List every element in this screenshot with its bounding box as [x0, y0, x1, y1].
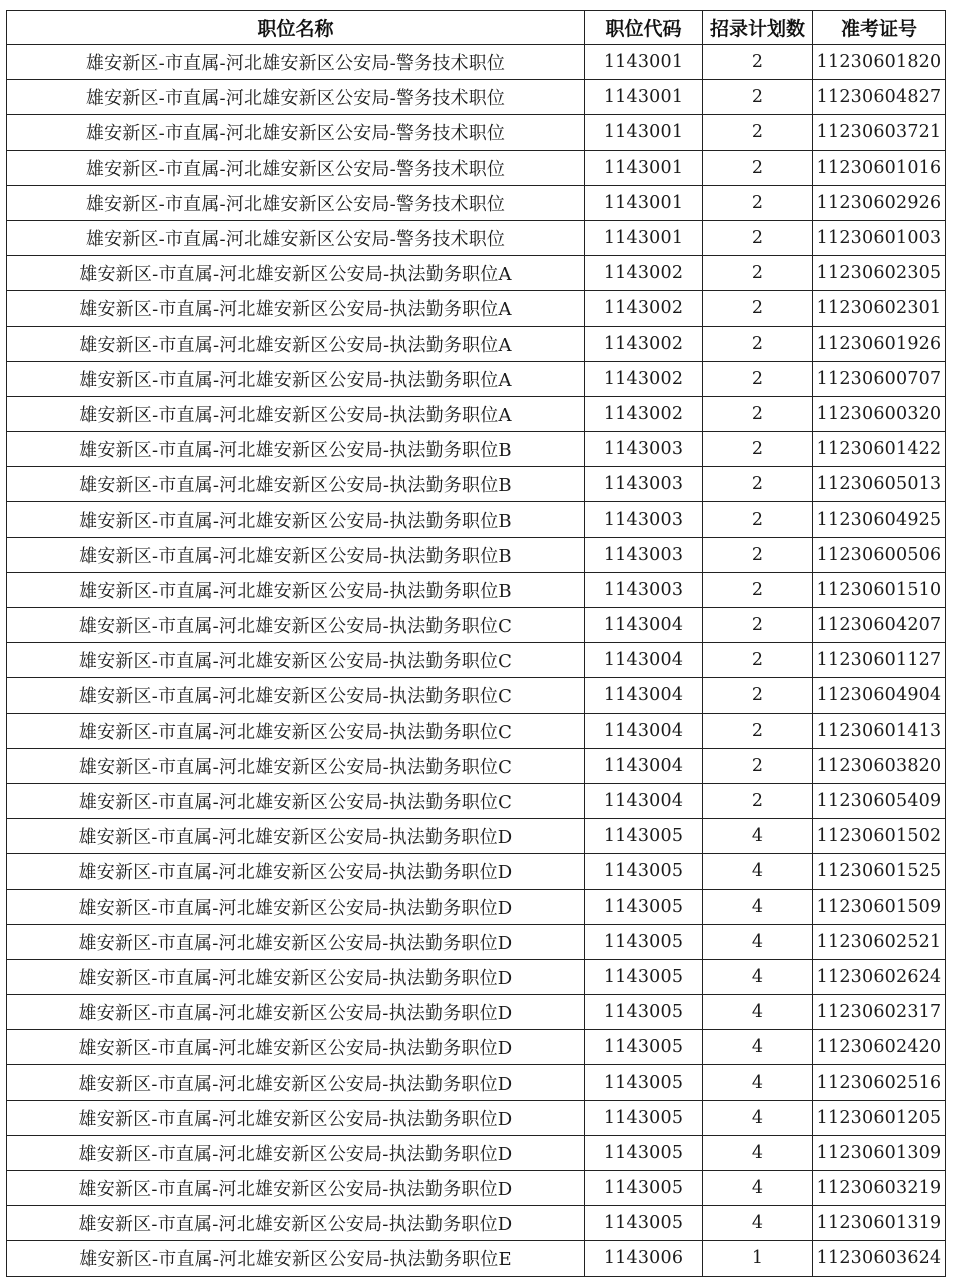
table-row: [7, 326, 946, 361]
cell-recruit-plan: 2: [703, 572, 813, 607]
cell-recruit-plan: 2: [703, 115, 813, 150]
header-position-code: 职位代码: [585, 11, 703, 45]
cell-ticket-number: 11230605409: [813, 783, 946, 818]
cell-position-code: 1143005: [585, 889, 703, 924]
cell-recruit-plan: 2: [703, 80, 813, 115]
cell-ticket-number: 11230601509: [813, 889, 946, 924]
cell-position-name: 雄安新区-市直属-河北雄安新区公安局-执法勤务职位B: [7, 537, 585, 572]
cell-position-name: 雄安新区-市直属-河北雄安新区公安局-执法勤务职位C: [7, 783, 585, 818]
cell-position-code: 1143002: [585, 326, 703, 361]
cell-position-name: 雄安新区-市直属-河北雄安新区公安局-执法勤务职位C: [7, 748, 585, 783]
cell-position-code: 1143006: [585, 1241, 703, 1276]
cell-position-name: 雄安新区-市直属-河北雄安新区公安局-警务技术职位: [7, 115, 585, 150]
cell-recruit-plan: 2: [703, 45, 813, 80]
cell-ticket-number: 11230601309: [813, 1135, 946, 1170]
table-header: [7, 11, 946, 45]
table-row: [7, 256, 946, 291]
cell-position-code: 1143004: [585, 678, 703, 713]
cell-position-name: 雄安新区-市直属-河北雄安新区公安局-执法勤务职位D: [7, 1100, 585, 1135]
cell-ticket-number: 11230601003: [813, 220, 946, 255]
cell-recruit-plan: 2: [703, 291, 813, 326]
cell-ticket-number: 11230602516: [813, 1065, 946, 1100]
table-row: [7, 748, 946, 783]
table-row: [7, 502, 946, 537]
table-row: [7, 1206, 946, 1241]
cell-recruit-plan: 2: [703, 396, 813, 431]
cell-recruit-plan: 2: [703, 678, 813, 713]
cell-position-code: 1143004: [585, 748, 703, 783]
cell-ticket-number: 11230600320: [813, 396, 946, 431]
header-ticket-number: 准考证号: [813, 11, 946, 45]
cell-position-name: 雄安新区-市直属-河北雄安新区公安局-执法勤务职位D: [7, 959, 585, 994]
cell-position-name: 雄安新区-市直属-河北雄安新区公安局-执法勤务职位B: [7, 502, 585, 537]
cell-ticket-number: 11230601127: [813, 643, 946, 678]
cell-recruit-plan: 2: [703, 361, 813, 396]
cell-position-name: 雄安新区-市直属-河北雄安新区公安局-执法勤务职位C: [7, 713, 585, 748]
cell-position-name: 雄安新区-市直属-河北雄安新区公安局-执法勤务职位A: [7, 396, 585, 431]
cell-recruit-plan: 2: [703, 537, 813, 572]
table-row: [7, 1065, 946, 1100]
cell-position-code: 1143004: [585, 783, 703, 818]
cell-ticket-number: 11230603721: [813, 115, 946, 150]
cell-recruit-plan: 4: [703, 1206, 813, 1241]
cell-position-code: 1143005: [585, 1135, 703, 1170]
table-row: [7, 537, 946, 572]
cell-position-code: 1143003: [585, 467, 703, 502]
table-row: [7, 1030, 946, 1065]
cell-position-name: 雄安新区-市直属-河北雄安新区公安局-执法勤务职位D: [7, 819, 585, 854]
cell-position-code: 1143002: [585, 396, 703, 431]
cell-ticket-number: 11230601502: [813, 819, 946, 854]
cell-recruit-plan: 4: [703, 1135, 813, 1170]
cell-recruit-plan: 1: [703, 1241, 813, 1276]
cell-recruit-plan: 2: [703, 326, 813, 361]
table-row: [7, 396, 946, 431]
cell-position-name: 雄安新区-市直属-河北雄安新区公安局-执法勤务职位D: [7, 1065, 585, 1100]
cell-position-code: 1143001: [585, 80, 703, 115]
cell-ticket-number: 11230603219: [813, 1171, 946, 1206]
cell-ticket-number: 11230601510: [813, 572, 946, 607]
cell-recruit-plan: 2: [703, 502, 813, 537]
cell-ticket-number: 11230604827: [813, 80, 946, 115]
cell-position-name: 雄安新区-市直属-河北雄安新区公安局-警务技术职位: [7, 150, 585, 185]
table-row: [7, 643, 946, 678]
table-row: [7, 959, 946, 994]
cell-recruit-plan: 2: [703, 713, 813, 748]
cell-recruit-plan: 2: [703, 256, 813, 291]
cell-position-code: 1143004: [585, 713, 703, 748]
cell-position-code: 1143001: [585, 45, 703, 80]
cell-position-code: 1143003: [585, 432, 703, 467]
table-row: [7, 1171, 946, 1206]
cell-ticket-number: 11230600707: [813, 361, 946, 396]
header-row: [7, 11, 946, 45]
candidate-table-sheet: [6, 10, 945, 1277]
candidate-table: [6, 10, 946, 1277]
table-row: [7, 572, 946, 607]
table-row: [7, 45, 946, 80]
header-recruit-plan: 招录计划数: [703, 11, 813, 45]
cell-recruit-plan: 4: [703, 1030, 813, 1065]
cell-position-code: 1143005: [585, 1030, 703, 1065]
cell-position-code: 1143005: [585, 1206, 703, 1241]
cell-ticket-number: 11230603820: [813, 748, 946, 783]
cell-position-name: 雄安新区-市直属-河北雄安新区公安局-警务技术职位: [7, 185, 585, 220]
cell-ticket-number: 11230601422: [813, 432, 946, 467]
cell-position-name: 雄安新区-市直属-河北雄安新区公安局-警务技术职位: [7, 45, 585, 80]
cell-recruit-plan: 2: [703, 432, 813, 467]
cell-position-name: 雄安新区-市直属-河北雄安新区公安局-执法勤务职位D: [7, 1171, 585, 1206]
cell-position-name: 雄安新区-市直属-河北雄安新区公安局-执法勤务职位D: [7, 889, 585, 924]
cell-ticket-number: 11230600506: [813, 537, 946, 572]
cell-position-name: 雄安新区-市直属-河北雄安新区公安局-执法勤务职位E: [7, 1241, 585, 1276]
cell-ticket-number: 11230602624: [813, 959, 946, 994]
cell-position-name: 雄安新区-市直属-河北雄安新区公安局-执法勤务职位C: [7, 678, 585, 713]
table-row: [7, 1100, 946, 1135]
cell-recruit-plan: 2: [703, 748, 813, 783]
cell-position-code: 1143001: [585, 115, 703, 150]
cell-recruit-plan: 4: [703, 1065, 813, 1100]
table-row: [7, 1241, 946, 1276]
cell-position-code: 1143001: [585, 185, 703, 220]
cell-position-code: 1143003: [585, 502, 703, 537]
cell-position-name: 雄安新区-市直属-河北雄安新区公安局-执法勤务职位A: [7, 326, 585, 361]
cell-position-code: 1143002: [585, 256, 703, 291]
cell-ticket-number: 11230602301: [813, 291, 946, 326]
cell-position-code: 1143001: [585, 150, 703, 185]
cell-position-code: 1143004: [585, 643, 703, 678]
cell-recruit-plan: 2: [703, 467, 813, 502]
cell-position-code: 1143005: [585, 854, 703, 889]
cell-position-code: 1143005: [585, 1171, 703, 1206]
cell-recruit-plan: 4: [703, 924, 813, 959]
cell-recruit-plan: 2: [703, 220, 813, 255]
table-row: [7, 713, 946, 748]
cell-position-name: 雄安新区-市直属-河北雄安新区公安局-执法勤务职位B: [7, 572, 585, 607]
cell-recruit-plan: 4: [703, 1100, 813, 1135]
cell-position-name: 雄安新区-市直属-河北雄安新区公安局-执法勤务职位C: [7, 643, 585, 678]
cell-position-name: 雄安新区-市直属-河北雄安新区公安局-执法勤务职位D: [7, 995, 585, 1030]
cell-ticket-number: 11230604207: [813, 608, 946, 643]
cell-ticket-number: 11230601820: [813, 45, 946, 80]
cell-ticket-number: 11230601926: [813, 326, 946, 361]
cell-recruit-plan: 4: [703, 1171, 813, 1206]
cell-position-name: 雄安新区-市直属-河北雄安新区公安局-警务技术职位: [7, 220, 585, 255]
table-row: [7, 432, 946, 467]
table-row: [7, 150, 946, 185]
table-row: [7, 80, 946, 115]
cell-position-name: 雄安新区-市直属-河北雄安新区公安局-执法勤务职位A: [7, 256, 585, 291]
cell-ticket-number: 11230602420: [813, 1030, 946, 1065]
cell-position-name: 雄安新区-市直属-河北雄安新区公安局-执法勤务职位A: [7, 361, 585, 396]
cell-position-name: 雄安新区-市直属-河北雄安新区公安局-执法勤务职位B: [7, 432, 585, 467]
cell-position-code: 1143002: [585, 361, 703, 396]
cell-position-code: 1143002: [585, 291, 703, 326]
table-row: [7, 185, 946, 220]
table-row: [7, 115, 946, 150]
cell-ticket-number: 11230602926: [813, 185, 946, 220]
table-row: [7, 220, 946, 255]
cell-recruit-plan: 2: [703, 150, 813, 185]
table-row: [7, 995, 946, 1030]
cell-recruit-plan: 2: [703, 608, 813, 643]
cell-position-code: 1143003: [585, 572, 703, 607]
cell-ticket-number: 11230601413: [813, 713, 946, 748]
cell-ticket-number: 11230602317: [813, 995, 946, 1030]
cell-position-name: 雄安新区-市直属-河北雄安新区公安局-执法勤务职位D: [7, 924, 585, 959]
table-row: [7, 1135, 946, 1170]
cell-ticket-number: 11230601319: [813, 1206, 946, 1241]
table-row: [7, 291, 946, 326]
cell-position-code: 1143004: [585, 608, 703, 643]
cell-ticket-number: 11230602305: [813, 256, 946, 291]
cell-ticket-number: 11230604925: [813, 502, 946, 537]
cell-position-code: 1143005: [585, 1100, 703, 1135]
cell-position-code: 1143005: [585, 819, 703, 854]
table-row: [7, 924, 946, 959]
cell-recruit-plan: 4: [703, 995, 813, 1030]
cell-ticket-number: 11230602521: [813, 924, 946, 959]
cell-recruit-plan: 2: [703, 783, 813, 818]
table-row: [7, 678, 946, 713]
cell-recruit-plan: 4: [703, 889, 813, 924]
cell-position-code: 1143005: [585, 959, 703, 994]
table-row: [7, 854, 946, 889]
cell-position-name: 雄安新区-市直属-河北雄安新区公安局-执法勤务职位B: [7, 467, 585, 502]
cell-position-name: 雄安新区-市直属-河北雄安新区公安局-执法勤务职位D: [7, 854, 585, 889]
cell-recruit-plan: 4: [703, 854, 813, 889]
cell-ticket-number: 11230605013: [813, 467, 946, 502]
table-body: [7, 45, 946, 1277]
cell-ticket-number: 11230604904: [813, 678, 946, 713]
cell-position-code: 1143005: [585, 924, 703, 959]
table-row: [7, 889, 946, 924]
cell-position-name: 雄安新区-市直属-河北雄安新区公安局-执法勤务职位D: [7, 1030, 585, 1065]
cell-ticket-number: 11230601016: [813, 150, 946, 185]
cell-recruit-plan: 2: [703, 643, 813, 678]
cell-position-name: 雄安新区-市直属-河北雄安新区公安局-执法勤务职位C: [7, 608, 585, 643]
table-row: [7, 608, 946, 643]
cell-recruit-plan: 2: [703, 185, 813, 220]
cell-position-name: 雄安新区-市直属-河北雄安新区公安局-执法勤务职位A: [7, 291, 585, 326]
cell-ticket-number: 11230601205: [813, 1100, 946, 1135]
cell-recruit-plan: 4: [703, 959, 813, 994]
cell-recruit-plan: 4: [703, 819, 813, 854]
table-row: [7, 819, 946, 854]
cell-position-code: 1143005: [585, 995, 703, 1030]
cell-ticket-number: 11230601525: [813, 854, 946, 889]
header-position-name: 职位名称: [7, 11, 585, 45]
table-row: [7, 361, 946, 396]
cell-position-code: 1143003: [585, 537, 703, 572]
cell-ticket-number: 11230603624: [813, 1241, 946, 1276]
table-row: [7, 467, 946, 502]
cell-position-name: 雄安新区-市直属-河北雄安新区公安局-执法勤务职位D: [7, 1206, 585, 1241]
cell-position-name: 雄安新区-市直属-河北雄安新区公安局-警务技术职位: [7, 80, 585, 115]
table-row: [7, 783, 946, 818]
cell-position-name: 雄安新区-市直属-河北雄安新区公安局-执法勤务职位D: [7, 1135, 585, 1170]
cell-position-code: 1143001: [585, 220, 703, 255]
cell-position-code: 1143005: [585, 1065, 703, 1100]
